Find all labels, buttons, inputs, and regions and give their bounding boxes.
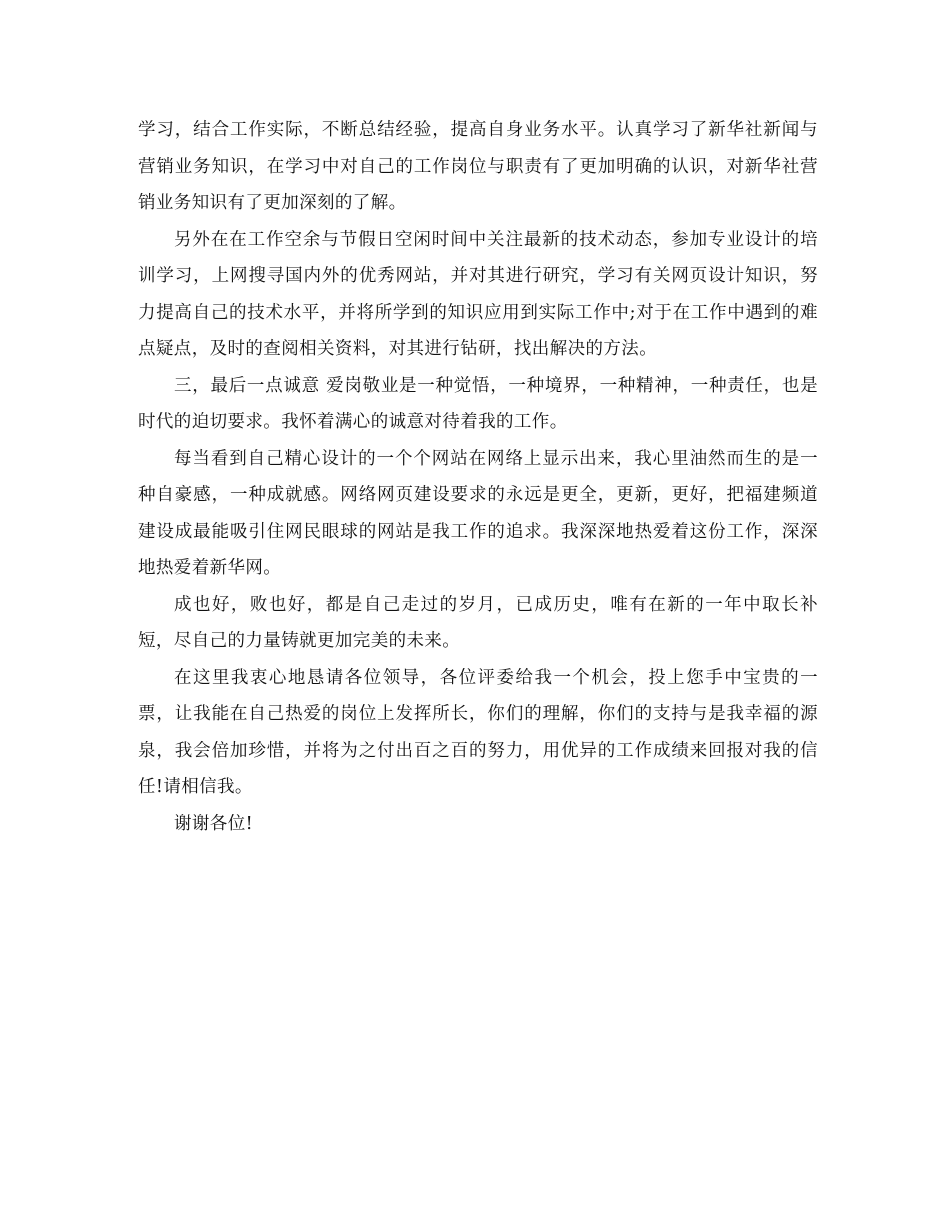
paragraph-3: 三，最后一点诚意 爱岗敬业是一种觉悟，一种境界，一种精神，一种责任，也是时代的迫切要求。我怀着满心的诚意对待着我的工作。 [138,375,818,432]
paragraph-2: 另外在在工作空余与节假日空闲时间中关注最新的技术动态，参加专业设计的培训学习，上网搜寻国内外的优秀网站，并对其进行研究，学习有关网页设计知识，努力提高自己的技术水平，并将所学到的知识应用到实际工作中;对于在工作中遇到的难点疑点，及时的查阅相关资料，对其进行钻研，找出解决的方法。 [138,229,818,359]
paragraph-5: 成也好，败也好，都是自己走过的岁月，已成历史，唯有在新的一年中取长补短，尽自己的力量铸就更加完美的未来。 [138,594,818,651]
document-body [138,112,818,842]
paragraph-6: 在这里我衷心地恳请各位领导，各位评委给我一个机会，投上您手中宝贵的一票，让我能在自己热爱的岗位上发挥所长，你们的理解，你们的支持与是我幸福的源泉，我会倍加珍惜，并将为之付出百之百的努力，用优异的工作成绩来回报对我的信任!请相信我。 [138,667,818,797]
paragraph-7: 谢谢各位! [174,813,254,834]
paragraph-4: 每当看到自己精心设计的一个个网站在网络上显示出来，我心里油然而生的是一种自豪感，一种成就感。网络网页建设要求的永远是更全，更新，更好，把福建频道建设成最能吸引住网民眼球的网站是我工作的追求。我深深地热爱着这份工作，深深地热爱着新华网。 [138,448,818,578]
paragraph-1: 学习，结合工作实际，不断总结经验，提高自身业务水平。认真学习了新华社新闻与营销业务知识，在学习中对自己的工作岗位与职责有了更加明确的认识，对新华社营销业务知识有了更加深刻的了解。 [138,120,818,213]
